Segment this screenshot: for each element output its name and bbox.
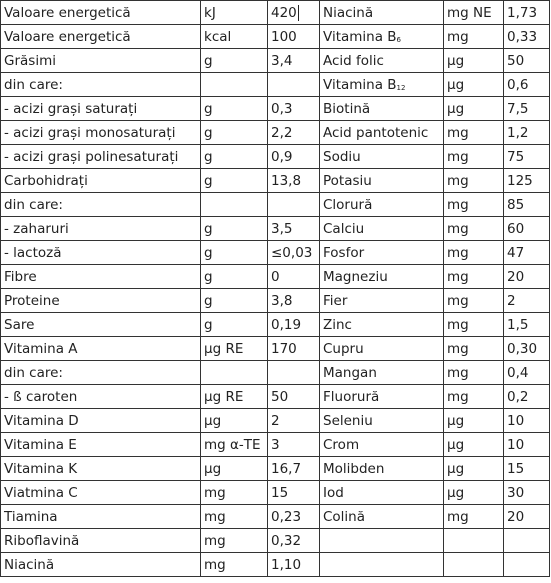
- left-nutrient-unit: mg α-TE: [201, 433, 268, 457]
- left-nutrient-value: 0,19: [268, 313, 320, 337]
- table-row: [1, 1, 550, 25]
- left-nutrient-value: 420: [268, 1, 320, 25]
- left-nutrient-unit: mg: [201, 553, 268, 577]
- left-nutrient-name: Proteine: [1, 289, 201, 313]
- left-nutrient-value: 3: [268, 433, 320, 457]
- left-nutrient-name: - lactoză: [1, 241, 201, 265]
- right-nutrient-unit: mg: [444, 241, 504, 265]
- right-nutrient-value: [504, 529, 550, 553]
- right-nutrient-value: 75: [504, 145, 550, 169]
- left-nutrient-name: Riboflavină: [1, 529, 201, 553]
- left-nutrient-name: Niacină: [1, 553, 201, 577]
- right-nutrient-name: Cupru: [320, 337, 444, 361]
- table-row: [1, 529, 550, 553]
- right-nutrient-value: 47: [504, 241, 550, 265]
- right-nutrient-unit: μg: [444, 481, 504, 505]
- right-nutrient-name: Clorură: [320, 193, 444, 217]
- nutrition-table-body: [1, 1, 550, 577]
- left-nutrient-value: 3,5: [268, 217, 320, 241]
- text-cursor: [298, 5, 299, 21]
- left-nutrient-name: - acizi grași saturați: [1, 97, 201, 121]
- left-nutrient-unit: mg: [201, 481, 268, 505]
- right-nutrient-name-text: Vitamina B: [323, 76, 397, 93]
- left-nutrient-name: - zaharuri: [1, 217, 201, 241]
- right-nutrient-name: Sodiu: [320, 145, 444, 169]
- right-nutrient-unit: mg: [444, 337, 504, 361]
- table-row: [1, 433, 550, 457]
- left-nutrient-name: Vitamina D: [1, 409, 201, 433]
- right-nutrient-value: 0,33: [504, 25, 550, 49]
- table-row: [1, 73, 550, 97]
- left-nutrient-name: Vitamina A: [1, 337, 201, 361]
- right-nutrient-name: Fosfor: [320, 241, 444, 265]
- right-nutrient-name: Niacină: [320, 1, 444, 25]
- left-nutrient-unit: g: [201, 265, 268, 289]
- left-nutrient-value: 1,10: [268, 553, 320, 577]
- right-nutrient-value: [504, 553, 550, 577]
- right-nutrient-name: [320, 529, 444, 553]
- right-nutrient-unit: μg: [444, 97, 504, 121]
- left-nutrient-unit: mg: [201, 505, 268, 529]
- right-nutrient-unit: μg: [444, 409, 504, 433]
- right-nutrient-unit: mg: [444, 217, 504, 241]
- right-nutrient-name: Biotină: [320, 97, 444, 121]
- right-nutrient-unit: μg: [444, 457, 504, 481]
- right-nutrient-value: 10: [504, 433, 550, 457]
- right-nutrient-name-subscript: 12: [396, 83, 406, 92]
- left-nutrient-unit: kJ: [201, 1, 268, 25]
- left-nutrient-value: [268, 73, 320, 97]
- table-row: [1, 49, 550, 73]
- left-nutrient-value: 2,2: [268, 121, 320, 145]
- table-row: [1, 265, 550, 289]
- right-nutrient-name: Zinc: [320, 313, 444, 337]
- left-nutrient-unit: kcal: [201, 25, 268, 49]
- right-nutrient-name: Calciu: [320, 217, 444, 241]
- left-nutrient-value: 0,23: [268, 505, 320, 529]
- table-row: [1, 481, 550, 505]
- left-nutrient-name: Vitamina K: [1, 457, 201, 481]
- left-nutrient-name: Valoare energetică: [1, 1, 201, 25]
- right-nutrient-name: Iod: [320, 481, 444, 505]
- right-nutrient-unit: mg: [444, 385, 504, 409]
- right-nutrient-unit: mg: [444, 265, 504, 289]
- table-row: [1, 337, 550, 361]
- left-nutrient-unit: μg RE: [201, 337, 268, 361]
- left-nutrient-name: Fibre: [1, 265, 201, 289]
- table-row: [1, 97, 550, 121]
- right-nutrient-name-subscript: 6: [396, 35, 402, 44]
- right-nutrient-name: Fluorură: [320, 385, 444, 409]
- right-nutrient-name: Molibden: [320, 457, 444, 481]
- right-nutrient-name: [320, 553, 444, 577]
- right-nutrient-name: Fier: [320, 289, 444, 313]
- left-nutrient-name: din care:: [1, 361, 201, 385]
- right-nutrient-name: Magneziu: [320, 265, 444, 289]
- left-nutrient-name: Valoare energetică: [1, 25, 201, 49]
- right-nutrient-value: 125: [504, 169, 550, 193]
- right-nutrient-unit: mg NE: [444, 1, 504, 25]
- right-nutrient-name: Seleniu: [320, 409, 444, 433]
- left-nutrient-value: 16,7: [268, 457, 320, 481]
- left-nutrient-value: 2: [268, 409, 320, 433]
- left-nutrient-name: Tiamina: [1, 505, 201, 529]
- left-nutrient-value: 13,8: [268, 169, 320, 193]
- left-nutrient-unit: g: [201, 217, 268, 241]
- left-nutrient-name: Sare: [1, 313, 201, 337]
- table-row: [1, 121, 550, 145]
- left-nutrient-unit: [201, 361, 268, 385]
- left-nutrient-name: - ß caroten: [1, 385, 201, 409]
- left-nutrient-value: ≤0,03: [268, 241, 320, 265]
- table-row: [1, 241, 550, 265]
- right-nutrient-value: 0,2: [504, 385, 550, 409]
- right-nutrient-value: 50: [504, 49, 550, 73]
- right-nutrient-name: Potasiu: [320, 169, 444, 193]
- left-nutrient-unit: g: [201, 97, 268, 121]
- table-row: [1, 169, 550, 193]
- right-nutrient-unit: mg: [444, 25, 504, 49]
- left-nutrient-value: [268, 193, 320, 217]
- right-nutrient-value: 1,5: [504, 313, 550, 337]
- right-nutrient-unit: mg: [444, 169, 504, 193]
- left-nutrient-value: 0,9: [268, 145, 320, 169]
- left-nutrient-value: 3,8: [268, 289, 320, 313]
- right-nutrient-name: Acid pantotenic: [320, 121, 444, 145]
- left-nutrient-value: 100: [268, 25, 320, 49]
- left-nutrient-unit: g: [201, 313, 268, 337]
- table-row: [1, 457, 550, 481]
- right-nutrient-unit: [444, 529, 504, 553]
- left-nutrient-name: Viatmina C: [1, 481, 201, 505]
- left-nutrient-name: Grăsimi: [1, 49, 201, 73]
- left-nutrient-unit: g: [201, 241, 268, 265]
- left-nutrient-name: Vitamina E: [1, 433, 201, 457]
- right-nutrient-name: [320, 25, 444, 49]
- right-nutrient-value: 85: [504, 193, 550, 217]
- right-nutrient-unit: mg: [444, 361, 504, 385]
- left-nutrient-unit: [201, 73, 268, 97]
- right-nutrient-value: 60: [504, 217, 550, 241]
- right-nutrient-value: 0,30: [504, 337, 550, 361]
- right-nutrient-value: 20: [504, 265, 550, 289]
- table-row: [1, 409, 550, 433]
- left-nutrient-name: - acizi grași monosaturați: [1, 121, 201, 145]
- left-nutrient-value: 3,4: [268, 49, 320, 73]
- left-nutrient-value: 170: [268, 337, 320, 361]
- left-nutrient-unit: g: [201, 145, 268, 169]
- table-row: [1, 217, 550, 241]
- right-nutrient-value: 1,2: [504, 121, 550, 145]
- right-nutrient-value: 20: [504, 505, 550, 529]
- right-nutrient-name: [320, 73, 444, 97]
- left-nutrient-unit: g: [201, 289, 268, 313]
- left-nutrient-value: 50: [268, 385, 320, 409]
- right-nutrient-value: 7,5: [504, 97, 550, 121]
- left-nutrient-value: 0,32: [268, 529, 320, 553]
- table-row: [1, 289, 550, 313]
- right-nutrient-unit: mg: [444, 289, 504, 313]
- left-nutrient-name: Carbohidrați: [1, 169, 201, 193]
- right-nutrient-unit: μg: [444, 49, 504, 73]
- table-row: [1, 361, 550, 385]
- right-nutrient-unit: mg: [444, 145, 504, 169]
- table-row: [1, 385, 550, 409]
- table-row: [1, 193, 550, 217]
- right-nutrient-value: 1,73: [504, 1, 550, 25]
- left-nutrient-unit: μg RE: [201, 385, 268, 409]
- table-row: [1, 553, 550, 577]
- left-nutrient-name: - acizi grași polinesaturați: [1, 145, 201, 169]
- right-nutrient-name: Colină: [320, 505, 444, 529]
- right-nutrient-name: Crom: [320, 433, 444, 457]
- table-row: [1, 313, 550, 337]
- table-row: [1, 25, 550, 49]
- left-nutrient-unit: g: [201, 49, 268, 73]
- left-nutrient-unit: μg: [201, 409, 268, 433]
- left-nutrient-name: din care:: [1, 193, 201, 217]
- right-nutrient-value: 10: [504, 409, 550, 433]
- right-nutrient-name-text: Vitamina B: [323, 28, 397, 45]
- right-nutrient-value: 30: [504, 481, 550, 505]
- table-row: [1, 145, 550, 169]
- left-nutrient-value: 0: [268, 265, 320, 289]
- right-nutrient-value: 15: [504, 457, 550, 481]
- right-nutrient-name: Acid folic: [320, 49, 444, 73]
- left-nutrient-unit: [201, 193, 268, 217]
- left-nutrient-unit: mg: [201, 529, 268, 553]
- left-nutrient-value: [268, 361, 320, 385]
- right-nutrient-name: Mangan: [320, 361, 444, 385]
- right-nutrient-unit: mg: [444, 121, 504, 145]
- right-nutrient-unit: [444, 553, 504, 577]
- right-nutrient-value: 0,6: [504, 73, 550, 97]
- left-nutrient-unit: g: [201, 121, 268, 145]
- right-nutrient-value: 0,4: [504, 361, 550, 385]
- right-nutrient-unit: mg: [444, 505, 504, 529]
- left-nutrient-name: din care:: [1, 73, 201, 97]
- table-row: [1, 505, 550, 529]
- right-nutrient-unit: mg: [444, 193, 504, 217]
- right-nutrient-value: 2: [504, 289, 550, 313]
- right-nutrient-unit: μg: [444, 73, 504, 97]
- right-nutrient-unit: mg: [444, 313, 504, 337]
- left-nutrient-value: 15: [268, 481, 320, 505]
- left-nutrient-unit: g: [201, 169, 268, 193]
- left-nutrient-value: 0,3: [268, 97, 320, 121]
- right-nutrient-unit: μg: [444, 433, 504, 457]
- left-nutrient-unit: μg: [201, 457, 268, 481]
